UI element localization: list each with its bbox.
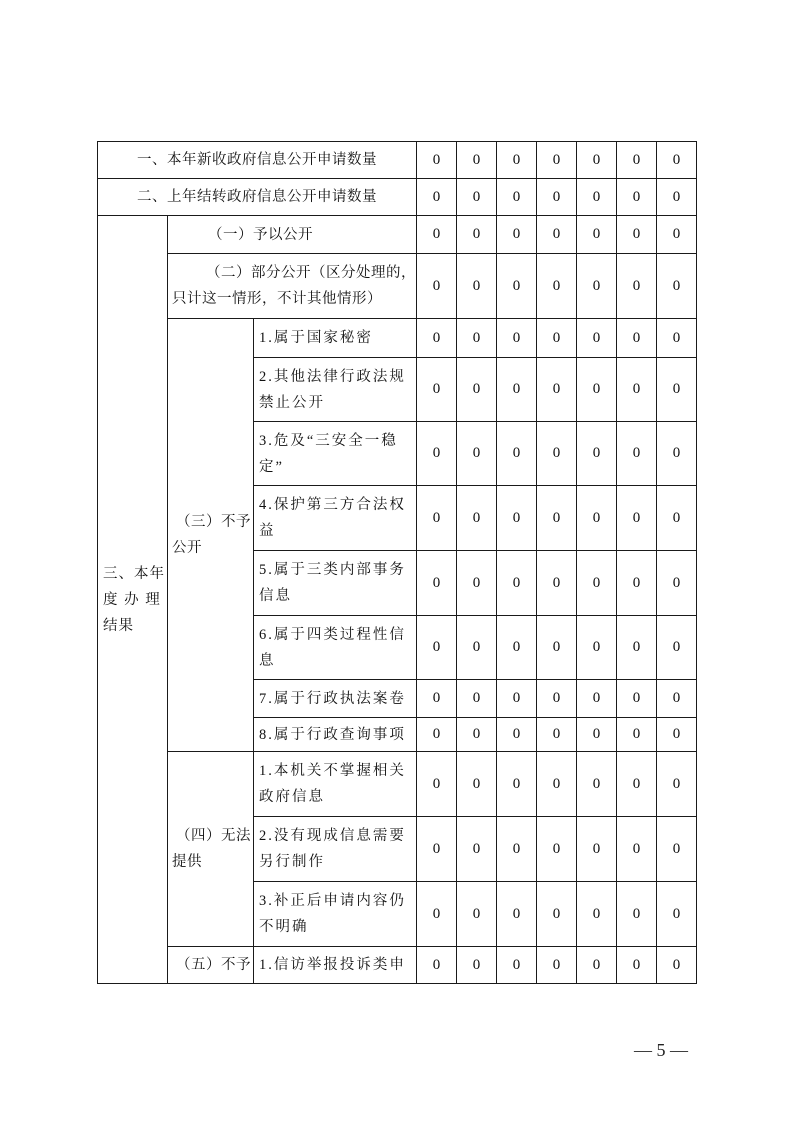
- value-cell: 0: [616, 357, 657, 422]
- text-line: 4.保护第三方合法权: [259, 497, 406, 513]
- text-line: 2.没有现成信息需要: [259, 828, 406, 844]
- value-cell: 0: [496, 253, 537, 319]
- value-cell: 0: [536, 253, 577, 319]
- value-cell: 0: [496, 318, 537, 358]
- item-label: [253, 357, 417, 422]
- value-cell: 0: [496, 679, 537, 718]
- value-cell: 0: [496, 215, 537, 254]
- value-cell: 0: [656, 751, 697, 817]
- value-cell: 0: [496, 485, 537, 551]
- value-cell: 0: [416, 615, 457, 680]
- text-line: 禁止公开: [259, 394, 325, 411]
- value-cell: 0: [536, 615, 577, 680]
- value-cell: 0: [496, 550, 537, 616]
- value-cell: 0: [576, 141, 617, 179]
- item-label: [253, 816, 417, 882]
- value-cell: 0: [536, 318, 577, 358]
- value-cell: 0: [416, 357, 457, 422]
- value-cell: 0: [496, 717, 537, 752]
- text-line: 3.危及“三安全一稳: [259, 432, 398, 449]
- text-line: 信息: [259, 588, 292, 604]
- value-cell: 0: [456, 357, 497, 422]
- value-cell: 0: [416, 717, 457, 752]
- value-cell: 0: [656, 318, 697, 358]
- value-cell: 0: [456, 178, 497, 216]
- value-cell: 0: [536, 357, 577, 422]
- text-line: 定”: [259, 458, 284, 475]
- cell-text: [259, 722, 406, 748]
- value-cell: 0: [656, 615, 697, 680]
- value-cell: 0: [616, 717, 657, 752]
- item-label: [253, 421, 417, 486]
- cell-text: [259, 758, 406, 810]
- value-cell: 0: [576, 751, 617, 817]
- not-open-label: [167, 318, 254, 752]
- value-cell: 0: [456, 816, 497, 882]
- value-cell: 0: [416, 485, 457, 551]
- value-cell: 0: [576, 550, 617, 616]
- value-cell: 0: [456, 751, 497, 817]
- cannot-provide-label: [167, 751, 254, 947]
- value-cell: 0: [416, 215, 457, 254]
- value-cell: 0: [656, 946, 697, 984]
- value-cell: 0: [416, 141, 457, 179]
- value-cell: 0: [616, 550, 657, 616]
- not-processed-label: [167, 946, 254, 984]
- text-line: 2.其他法律行政法规: [259, 368, 406, 385]
- value-cell: 0: [416, 816, 457, 882]
- cell-text: [172, 260, 416, 312]
- row-label: 一、本年新收政府信息公开申请数量: [97, 141, 417, 179]
- text-line: 益: [259, 523, 276, 539]
- value-cell: 0: [496, 816, 537, 882]
- text-line: 提供: [172, 854, 202, 870]
- value-cell: 0: [536, 421, 577, 486]
- value-cell: 0: [576, 215, 617, 254]
- text-line: 不明确: [259, 919, 309, 935]
- text-line: 政府信息: [259, 789, 325, 805]
- value-cell: 0: [416, 421, 457, 486]
- text-line: 息: [259, 652, 276, 669]
- value-cell: 0: [576, 318, 617, 358]
- cell-text: [259, 686, 406, 712]
- text-line: 另行制作: [259, 854, 325, 870]
- value-cell: 0: [616, 615, 657, 680]
- cell-text: [172, 823, 251, 875]
- value-cell: 0: [536, 946, 577, 984]
- cell-text: [259, 492, 406, 544]
- value-cell: 0: [656, 421, 697, 486]
- value-cell: 0: [576, 253, 617, 319]
- section-label: [97, 215, 168, 984]
- value-cell: 0: [616, 141, 657, 179]
- value-cell: 0: [576, 485, 617, 551]
- value-cell: 0: [456, 881, 497, 947]
- value-cell: 0: [576, 816, 617, 882]
- text-line: 只计这一情形，不计其他情形）: [172, 291, 382, 307]
- value-cell: 0: [536, 485, 577, 551]
- value-cell: 0: [456, 421, 497, 486]
- value-cell: 0: [416, 946, 457, 984]
- value-cell: 0: [656, 881, 697, 947]
- item-label: [253, 751, 417, 817]
- text-line: 三、本年: [103, 565, 165, 582]
- value-cell: 0: [496, 178, 537, 216]
- value-cell: 0: [496, 615, 537, 680]
- value-cell: 0: [656, 679, 697, 718]
- cell-text: [259, 364, 406, 416]
- value-cell: 0: [616, 946, 657, 984]
- value-cell: 0: [616, 253, 657, 319]
- text-line: （五）不予: [176, 957, 251, 973]
- value-cell: 0: [656, 485, 697, 551]
- value-cell: 0: [576, 357, 617, 422]
- value-cell: 0: [456, 946, 497, 984]
- value-cell: 0: [616, 421, 657, 486]
- item-label: [253, 550, 417, 616]
- value-cell: 0: [456, 141, 497, 179]
- value-cell: 0: [576, 881, 617, 947]
- text-line: （三）不予: [176, 514, 251, 530]
- value-cell: 0: [496, 751, 537, 817]
- cell-text: [172, 509, 251, 561]
- value-cell: 0: [536, 881, 577, 947]
- value-cell: 0: [416, 253, 457, 319]
- cell-text: [259, 888, 406, 940]
- text-line: 3.补正后申请内容仍: [259, 893, 406, 909]
- value-cell: 0: [616, 215, 657, 254]
- value-cell: 0: [456, 550, 497, 616]
- item-label: [253, 881, 417, 947]
- text-line: 6.属于四类过程性信: [259, 626, 406, 643]
- text-line: 5.属于三类内部事务: [259, 562, 406, 578]
- value-cell: 0: [496, 421, 537, 486]
- value-cell: 0: [416, 318, 457, 358]
- value-cell: 0: [576, 178, 617, 216]
- value-cell: 0: [536, 141, 577, 179]
- value-cell: 0: [456, 318, 497, 358]
- value-cell: 0: [536, 816, 577, 882]
- text-line: 1.信访举报投诉类申: [259, 957, 406, 973]
- value-cell: 0: [536, 215, 577, 254]
- value-cell: 0: [656, 717, 697, 752]
- value-cell: 0: [576, 615, 617, 680]
- value-cell: 0: [616, 679, 657, 718]
- cell-text: [259, 823, 406, 875]
- value-cell: 0: [616, 485, 657, 551]
- cell-text: [176, 952, 251, 978]
- text-line: 1.属于国家秘密: [259, 330, 373, 346]
- text-line: 结果: [103, 617, 134, 634]
- value-cell: 0: [456, 485, 497, 551]
- value-cell: 0: [456, 215, 497, 254]
- text-line: （二）部分公开（区分处理的，: [206, 265, 416, 281]
- value-cell: 0: [656, 215, 697, 254]
- value-cell: 0: [416, 679, 457, 718]
- value-cell: 0: [576, 421, 617, 486]
- value-cell: 0: [656, 178, 697, 216]
- value-cell: 0: [576, 717, 617, 752]
- value-cell: 0: [456, 253, 497, 319]
- value-cell: 0: [616, 751, 657, 817]
- value-cell: 0: [656, 550, 697, 616]
- value-cell: 0: [536, 717, 577, 752]
- value-cell: 0: [536, 550, 577, 616]
- value-cell: 0: [656, 253, 697, 319]
- value-cell: 0: [616, 816, 657, 882]
- cell-text: [259, 557, 406, 609]
- value-cell: 0: [456, 615, 497, 680]
- value-cell: 0: [456, 717, 497, 752]
- value-cell: 0: [536, 178, 577, 216]
- value-cell: 0: [496, 141, 537, 179]
- value-cell: 0: [616, 178, 657, 216]
- value-cell: 0: [616, 318, 657, 358]
- item-label: [253, 679, 417, 718]
- row-label: 二、上年结转政府信息公开申请数量: [97, 178, 417, 216]
- item-label: [253, 318, 417, 358]
- value-cell: 0: [536, 679, 577, 718]
- cell-text: [259, 325, 373, 351]
- cell-text: [259, 622, 406, 674]
- value-cell: 0: [456, 679, 497, 718]
- text-line: 度 办 理: [103, 591, 161, 608]
- text-line: （四）无法: [176, 828, 251, 844]
- value-cell: 0: [536, 751, 577, 817]
- value-cell: 0: [576, 946, 617, 984]
- value-cell: 0: [416, 178, 457, 216]
- text-line: 7.属于行政执法案卷: [259, 690, 406, 707]
- item-label: [253, 946, 417, 984]
- value-cell: 0: [416, 550, 457, 616]
- page-number: — 5 —: [634, 1040, 688, 1060]
- item-label: [253, 615, 417, 680]
- value-cell: 0: [496, 946, 537, 984]
- open-label: （一）予以公开: [167, 215, 417, 254]
- text-line: 公开: [172, 540, 202, 556]
- value-cell: 0: [656, 357, 697, 422]
- cell-text: [259, 952, 406, 978]
- item-label: [253, 485, 417, 551]
- text-line: 1.本机关不掌握相关: [259, 763, 406, 779]
- value-cell: 0: [416, 751, 457, 817]
- partial-label: [167, 253, 417, 319]
- value-cell: 0: [616, 881, 657, 947]
- value-cell: 0: [496, 881, 537, 947]
- value-cell: 0: [576, 679, 617, 718]
- item-label: [253, 717, 417, 752]
- text-line: 8.属于行政查询事项: [259, 726, 406, 743]
- cell-text: [259, 428, 398, 480]
- value-cell: 0: [416, 881, 457, 947]
- value-cell: 0: [496, 357, 537, 422]
- value-cell: 0: [656, 816, 697, 882]
- value-cell: 0: [656, 141, 697, 179]
- cell-text: [103, 561, 165, 639]
